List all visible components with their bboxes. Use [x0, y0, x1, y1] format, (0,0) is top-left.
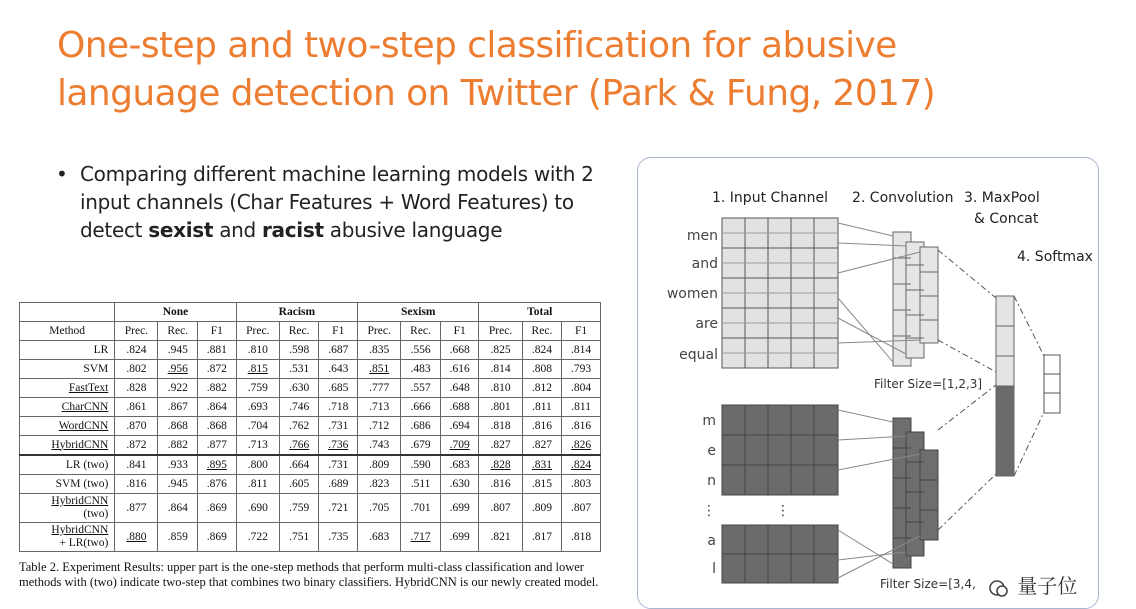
value-cell: .664: [279, 455, 319, 475]
value-cell: .511: [401, 475, 441, 494]
value-cell: .807: [479, 494, 522, 523]
method-cell: SVM (two): [20, 475, 115, 494]
value-cell: .880: [115, 523, 158, 552]
value-cell: .809: [358, 455, 401, 475]
value-cell: .709: [440, 436, 479, 456]
value-cell: .933: [158, 455, 198, 475]
metric-header: F1: [440, 322, 479, 341]
value-cell: .807: [562, 494, 601, 523]
value-cell: .793: [562, 360, 601, 379]
value-cell: .616: [440, 360, 479, 379]
value-cell: .816: [115, 475, 158, 494]
value-cell: .679: [401, 436, 441, 456]
value-cell: .717: [401, 523, 441, 552]
value-cell: .824: [522, 341, 562, 360]
metric-header: Prec.: [115, 322, 158, 341]
value-cell: .859: [158, 523, 198, 552]
value-cell: .867: [158, 398, 198, 417]
value-cell: .557: [401, 379, 441, 398]
metric-header: Rec.: [401, 322, 441, 341]
value-cell: .827: [479, 436, 522, 456]
value-cell: .590: [401, 455, 441, 475]
group-racism: Racism: [236, 303, 357, 322]
value-cell: .826: [562, 436, 601, 456]
bullet-bold-racist: racist: [261, 218, 324, 242]
value-cell: .864: [158, 494, 198, 523]
bullet-text-start: Comparing different machine learning models with 2 input channels (Char Features + Word Features) to detect: [80, 162, 594, 242]
metric-header: Rec.: [279, 322, 319, 341]
value-cell: .922: [158, 379, 198, 398]
step-maxpool-label: 3. MaxPool: [964, 190, 1040, 206]
value-cell: .803: [562, 475, 601, 494]
value-cell: .743: [358, 436, 401, 456]
value-cell: .688: [440, 398, 479, 417]
value-cell: .630: [279, 379, 319, 398]
value-cell: .828: [115, 379, 158, 398]
method-line-2: + LR(two): [59, 537, 109, 549]
title-line-1: One-step and two-step classification for abusive: [57, 25, 897, 66]
method-cell: SVM: [20, 360, 115, 379]
value-cell: .872: [115, 436, 158, 456]
value-cell: .945: [158, 475, 198, 494]
step-input-label: 1. Input Channel: [712, 190, 828, 206]
value-cell: .882: [158, 436, 198, 456]
value-cell: .766: [279, 436, 319, 456]
value-cell: .815: [236, 360, 279, 379]
char-label: n: [707, 473, 716, 489]
word-label: women: [666, 286, 718, 302]
step-concat-label: & Concat: [974, 211, 1039, 227]
value-cell: .705: [358, 494, 401, 523]
value-cell: .828: [479, 455, 522, 475]
char-input-grid: [722, 405, 838, 583]
group-none: None: [115, 303, 236, 322]
value-cell: .831: [522, 455, 562, 475]
value-cell: .704: [236, 417, 279, 436]
value-cell: .821: [479, 523, 522, 552]
method-line-1: HybridCNN: [51, 524, 109, 536]
value-cell: .869: [198, 523, 237, 552]
value-cell: .648: [440, 379, 479, 398]
method-line-2: (two): [83, 508, 109, 520]
value-cell: .810: [236, 341, 279, 360]
value-cell: .869: [198, 494, 237, 523]
value-cell: .818: [479, 417, 522, 436]
char-grid-top: [722, 405, 838, 495]
char-label: e: [707, 443, 716, 459]
value-cell: .693: [236, 398, 279, 417]
value-cell: .861: [115, 398, 158, 417]
char-label: a: [707, 533, 716, 549]
value-cell: .881: [198, 341, 237, 360]
step-conv-label: 2. Convolution: [852, 190, 954, 206]
value-cell: .751: [279, 523, 319, 552]
value-cell: .823: [358, 475, 401, 494]
value-cell: .690: [236, 494, 279, 523]
value-cell: .811: [562, 398, 601, 417]
value-cell: .851: [358, 360, 401, 379]
value-cell: .841: [115, 455, 158, 475]
value-cell: .809: [522, 494, 562, 523]
metric-header: Prec.: [236, 322, 279, 341]
metric-header: Rec.: [158, 322, 198, 341]
metric-header: Prec.: [479, 322, 522, 341]
char-label: m: [702, 413, 716, 429]
value-cell: .868: [158, 417, 198, 436]
value-cell: .824: [115, 341, 158, 360]
step-softmax-label: 4. Softmax: [1017, 249, 1093, 265]
metric-header: F1: [198, 322, 237, 341]
value-cell: .872: [198, 360, 237, 379]
value-cell: .835: [358, 341, 401, 360]
value-cell: .721: [319, 494, 358, 523]
method-cell: HybridCNN: [20, 436, 115, 456]
word-input-grid: [722, 218, 838, 368]
value-cell: .746: [279, 398, 319, 417]
word-label: are: [695, 316, 718, 332]
value-cell: .630: [440, 475, 479, 494]
method-cell: WordCNN: [20, 417, 115, 436]
metric-header: Rec.: [522, 322, 562, 341]
value-cell: .895: [198, 455, 237, 475]
value-cell: .876: [198, 475, 237, 494]
value-cell: .825: [479, 341, 522, 360]
value-cell: .731: [319, 455, 358, 475]
table-caption: Table 2. Experiment Results: upper part is the one-step methods that perform multi-class classification and lower methods with (two) indicate two-step that combines two binary classifiers. HybridCNN is our newly created model.: [19, 560, 599, 589]
value-cell: .685: [319, 379, 358, 398]
value-cell: .605: [279, 475, 319, 494]
title-line-2: language detection on Twitter (Park & Fung, 2017): [57, 73, 936, 114]
value-cell: .668: [440, 341, 479, 360]
value-cell: .877: [115, 494, 158, 523]
value-cell: .812: [522, 379, 562, 398]
value-cell: .718: [319, 398, 358, 417]
value-cell: .945: [158, 341, 198, 360]
filter-size-label-2: Filter Size=[3,4,: [880, 577, 976, 591]
value-cell: .666: [401, 398, 441, 417]
method-cell: LR: [20, 341, 115, 360]
word-label: men: [686, 228, 718, 244]
value-cell: .699: [440, 523, 479, 552]
value-cell: .777: [358, 379, 401, 398]
value-cell: .817: [522, 523, 562, 552]
value-cell: .699: [440, 494, 479, 523]
value-cell: .810: [479, 379, 522, 398]
word-label: equal: [679, 347, 718, 363]
char-conv-maps: [893, 418, 938, 568]
value-cell: .598: [279, 341, 319, 360]
value-cell: .808: [522, 360, 562, 379]
watermark-logo: [985, 570, 1077, 599]
value-cell: .701: [401, 494, 441, 523]
value-cell: .735: [319, 523, 358, 552]
value-cell: .802: [115, 360, 158, 379]
softmax-vector: [1044, 355, 1060, 413]
value-cell: .811: [236, 475, 279, 494]
value-cell: .759: [279, 494, 319, 523]
method-cell: CharCNN: [20, 398, 115, 417]
word-label: and: [691, 256, 718, 272]
watermark-text: 量子位: [1017, 574, 1078, 598]
bullet-dot: •: [56, 162, 68, 186]
value-cell: .818: [562, 523, 601, 552]
value-cell: .824: [562, 455, 601, 475]
char-label: ⋮: [702, 503, 716, 519]
char-grid-ellipsis: ⋮: [776, 503, 790, 519]
value-cell: .864: [198, 398, 237, 417]
value-cell: .686: [401, 417, 441, 436]
value-cell: .956: [158, 360, 198, 379]
value-cell: .687: [319, 341, 358, 360]
value-cell: .882: [198, 379, 237, 398]
value-cell: .643: [319, 360, 358, 379]
value-cell: .683: [440, 455, 479, 475]
char-label: l: [712, 561, 716, 577]
group-sexism: Sexism: [358, 303, 479, 322]
metric-header: F1: [562, 322, 601, 341]
value-cell: .483: [401, 360, 441, 379]
value-cell: .816: [479, 475, 522, 494]
value-cell: .870: [115, 417, 158, 436]
value-cell: .531: [279, 360, 319, 379]
value-cell: .800: [236, 455, 279, 475]
value-cell: .689: [319, 475, 358, 494]
value-cell: .556: [401, 341, 441, 360]
bullet-bold-sexist: sexist: [148, 218, 214, 242]
value-cell: .868: [198, 417, 237, 436]
bullet-text-end: abusive language: [323, 218, 503, 242]
value-cell: .811: [522, 398, 562, 417]
concat-vector: [996, 296, 1014, 476]
value-cell: .736: [319, 436, 358, 456]
value-cell: .713: [236, 436, 279, 456]
value-cell: .759: [236, 379, 279, 398]
value-cell: .816: [562, 417, 601, 436]
value-cell: .815: [522, 475, 562, 494]
wechat-icon: [985, 578, 1011, 598]
value-cell: .877: [198, 436, 237, 456]
method-cell: FastText: [20, 379, 115, 398]
value-cell: .814: [562, 341, 601, 360]
metric-header: Prec.: [358, 322, 401, 341]
method-cell: LR (two): [20, 455, 115, 475]
method-line-1: HybridCNN: [51, 495, 109, 507]
value-cell: .804: [562, 379, 601, 398]
bullet-text-mid: and: [213, 218, 262, 242]
method-header: Method: [20, 322, 115, 341]
value-cell: .713: [358, 398, 401, 417]
value-cell: .762: [279, 417, 319, 436]
metric-header: F1: [319, 322, 358, 341]
group-total: Total: [479, 303, 601, 322]
value-cell: .816: [522, 417, 562, 436]
value-cell: .814: [479, 360, 522, 379]
value-cell: .801: [479, 398, 522, 417]
value-cell: .731: [319, 417, 358, 436]
value-cell: .683: [358, 523, 401, 552]
value-cell: .712: [358, 417, 401, 436]
value-cell: .827: [522, 436, 562, 456]
value-cell: .694: [440, 417, 479, 436]
filter-size-label-1: Filter Size=[1,2,3]: [874, 377, 983, 391]
word-conv-maps: [893, 232, 938, 366]
value-cell: .722: [236, 523, 279, 552]
